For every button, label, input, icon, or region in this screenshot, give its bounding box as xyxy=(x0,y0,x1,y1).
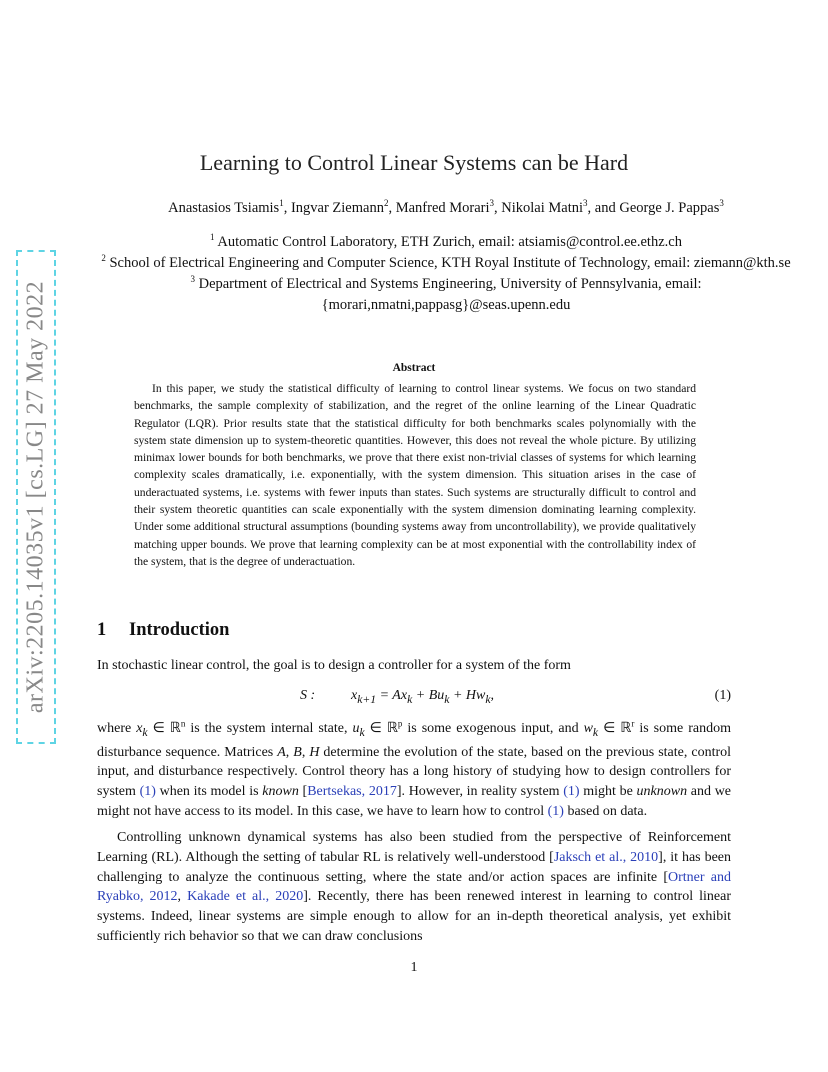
arxiv-identifier-text: arXiv:2205.14035v1 [cs.LG] 27 May 2022 xyxy=(22,280,49,714)
section-number: 1 xyxy=(97,620,107,640)
citation-link[interactable]: Kakade et al., 2020 xyxy=(187,889,304,905)
affiliation-list xyxy=(96,232,796,316)
equation-ref-link[interactable]: (1) xyxy=(139,784,156,800)
affiliation-text: School of Electrical Engineering and Computer Science, KTH Royal Institute of Technology, email: ziemann@kth.se xyxy=(109,255,791,271)
intro-paragraph-1: In stochastic linear control, the goal is to design a controller for a system of the form xyxy=(97,658,571,673)
section-title: Introduction xyxy=(129,620,230,640)
affiliation-text: Department of Electrical and Systems Engineering, University of Pennsylvania, email: {morari,nmatni,pappasg}@seas.upenn.edu xyxy=(198,276,702,313)
author-name: Anastasios Tsiamis xyxy=(168,200,280,216)
author-name: Ingvar Ziemann xyxy=(290,200,384,216)
affiliation xyxy=(96,232,796,253)
page-number: 1 xyxy=(410,960,418,975)
citation-link[interactable]: Bertsekas, 2017 xyxy=(307,784,397,800)
author-affiliation-marker: 3 xyxy=(583,198,588,209)
section-heading xyxy=(97,620,229,641)
citation-link[interactable]: Ortner and Ryabko, 2012 xyxy=(97,869,731,905)
author-name: Nikolai Matni xyxy=(501,200,584,216)
author-name: George J. Pappas xyxy=(619,200,720,216)
author-affiliation-marker: 3 xyxy=(719,198,724,209)
paper-title: Learning to Control Linear Systems can be Hard xyxy=(199,150,629,175)
intro-paragraph-2: where $x_k$ ∈ ℝ$^n$ is the system internal state, $u_k$ ∈ ℝ$^p$ is some exogenous input, and $w_k$ ∈ ℝ$^r$ is some random disturbance sequence. Matrices A, B, H determine the evolution of the state, based on the previous state, control input, and disturbance respectively. Control theory has a long history of studying how to design controllers for system (1) when its model is known [Bertsekas, 2017]. However, in reality system (1) might be unknown and we might not have access to its model. In this case, we have to learn how to control (1) based on data. xyxy=(97,718,732,819)
equation-rhs: $x_{k+1} = Ax_k + Bu_k + Hw_k$, xyxy=(351,688,495,706)
abstract-heading: Abstract xyxy=(392,362,436,374)
equation-ref-link[interactable]: (1) xyxy=(563,784,580,800)
author-affiliation-marker: 1 xyxy=(279,198,284,209)
arxiv-identifier-stamp[interactable] xyxy=(16,250,56,744)
affiliation xyxy=(96,274,796,316)
equation-lhs: S : xyxy=(300,688,316,703)
citation-link[interactable]: Jaksch et al., 2010 xyxy=(553,849,659,865)
author-affiliation-marker: 2 xyxy=(383,198,389,209)
author-name: Manfred Morari xyxy=(395,200,490,216)
system-equation xyxy=(97,688,731,710)
equation-ref-link[interactable]: (1) xyxy=(547,803,564,819)
intro-paragraph-3: Controlling unknown dynamical systems has also been studied from the perspective of Reinforcement Learning (RL). Although the setting of tabular RL is relatively well-understood [Jaksch et al., 2010], it has been challenging to analyze the continuous setting, where the state and/or action spaces are infinite [Ortner and Ryabko, 2012, Kakade et al., 2020]. Recently, there has been renewed interest in learning to control linear systems. Indeed, linear systems are simple enough to allow for an in-depth theoretical analysis, yet exhibit sufficiently rich behavior so that we can draw conclusions xyxy=(97,830,732,944)
equation-label: (1) xyxy=(714,688,731,703)
author-list: Anastasios Tsiamis$^1$, Ingvar Ziemann$^2$, Manfred Morari$^3$, Nikolai Matni$^3$, and George J. Pappas$^3$ xyxy=(168,198,724,216)
author-affiliation-marker: 3 xyxy=(489,198,495,209)
affiliation-text: Automatic Control Laboratory, ETH Zurich, email: atsiamis@control.ee.ethz.ch xyxy=(217,234,682,250)
affiliation-number: 2 xyxy=(101,253,106,264)
affiliation-number: 3 xyxy=(190,274,195,285)
affiliation xyxy=(96,253,796,274)
abstract-text: In this paper, we study the statistical difficulty of learning to control linear systems. We focus on two standard benchmarks, the sample complexity of stabilization, and the regret of the online learning of the Linear Quadratic Regulator (LQR). Prior results state that the statistical difficulty for both benchmarks scales polynomially with the system state dimension up to system-theoretic quantities. However, this does not reveal the whole picture. By utilizing minimax lower bounds for both benchmarks, we prove that there exist non-trivial classes of systems for which learning complexity scales dramatically, i.e. exponentially, with the system dimension. This situation arises in the case of underactuated systems, i.e. systems with fewer inputs than states. Such systems are structurally difficult to control and their system theoretic quantities can scale exponentially with the system dimension dominating learning complexity. Under some additional structural assumptions (bounding systems away from uncontrollability), we provide qualitatively matching upper bounds. We prove that learning complexity can be at most exponential with the controllability index of the system, that is the degree of underactuation. xyxy=(134,382,696,568)
affiliation-number: 1 xyxy=(210,232,215,243)
